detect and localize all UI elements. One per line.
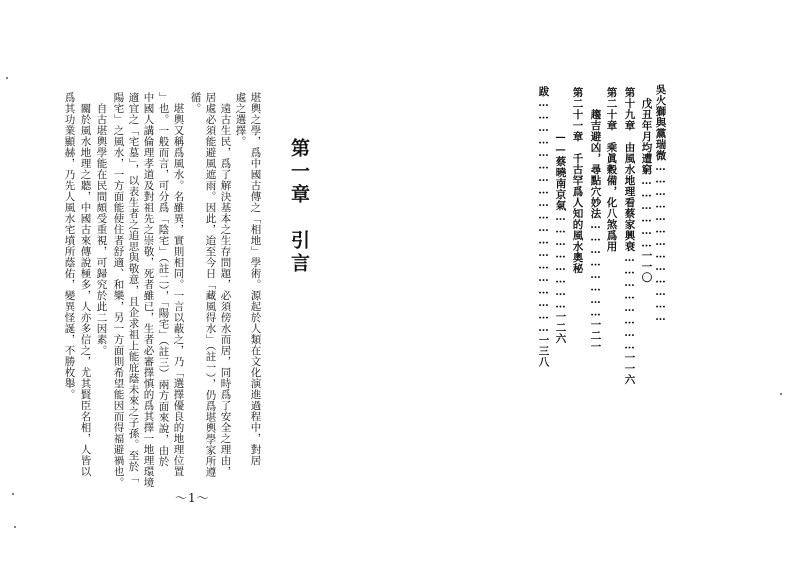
text-line: 堪輿之學，爲中國古傳之「相地」學術。源起於人類在文化演進過程中，對居	[249, 92, 262, 466]
toc-entry	[555, 87, 566, 344]
toc-page-number: 一三八	[537, 334, 550, 368]
toc-entry	[572, 87, 583, 274]
toc-title: 戊丑年月均遭窮…………	[640, 98, 653, 225]
toc-title: 吳火獅與黨瑞微	[654, 84, 667, 161]
toc-entry	[655, 84, 666, 324]
toc-dots: ……	[640, 225, 653, 250]
text-line: 爲其功業顯赫，乃先人風水宅墳所蔭佑，變異怪誕，不勝枚舉。	[63, 92, 76, 400]
toc-entry	[624, 87, 635, 385]
toc-page-number: 一二一	[589, 319, 602, 352]
text-line: 堪輿又稱爲風水。名雖異，實則相同。一言以蔽之，乃「選擇優良的地理位置	[172, 92, 185, 477]
toc-page-number: 一二六	[554, 311, 567, 344]
toc-entry	[538, 86, 549, 368]
toc-title: 跋	[537, 86, 550, 97]
text-line: 處之選擇。	[234, 92, 247, 147]
toc-dots: ……………………	[554, 211, 567, 311]
text-line: 陽宅」之風水，一方面能使住者舒適、和樂，另一方面則希望能因而得福避禍也。	[112, 92, 125, 488]
toc-dots: …………………………………	[654, 161, 667, 324]
text-line: 」也。一般而言，可分爲「陰宅」（註二），「陽宅」（註三）兩方面來說，由於	[157, 92, 170, 467]
toc-entry	[641, 98, 652, 283]
toc-title: 趨吉避凶，尋點穴妙法	[589, 87, 602, 219]
scan-speck	[780, 393, 782, 395]
chapter-title: 第一章 引言	[288, 138, 310, 276]
toc-title: 第二十章 乘眞穀備，化八煞爲用	[605, 87, 618, 252]
text-line: 中國人講倫理孝道及對祖先之崇敬，死者雖已，生者必審擇慎的爲其擇一地理環境	[142, 92, 155, 488]
text-line: 關於風水地理之聽，中國古來傳說極多，人亦多信之，尤其賢臣名相，人皆以	[79, 92, 92, 477]
toc-dots: ……………………	[589, 219, 602, 319]
text-line: 自古堪輿學能在民間頗受重視，可歸究於此二因素。	[95, 92, 108, 356]
scan-speck	[14, 526, 16, 528]
toc-title: 第十九章 由風水地理看蔡家興衰	[623, 87, 636, 252]
toc-title: ——蔡曉南京氣	[554, 87, 567, 211]
text-line: 適宜之「宅墓」，以表生者之追思與敬意，且企求祖上能庇蔭未來之子孫。至於「	[127, 92, 140, 483]
toc-entry	[590, 87, 601, 352]
toc-dots: ……………………	[623, 252, 636, 352]
text-line: 居處必須能避風遮雨。因此，迨至今日「藏風得水」（註一），仍爲堪輿學家所遵	[204, 92, 217, 478]
text-line: 循。	[189, 92, 202, 114]
toc-page-number: 一一六	[623, 352, 636, 385]
text-line: 遠古生民，爲了解決基本之生存問題，必須傍水而居，同時爲了安全之理由，	[219, 92, 232, 477]
toc-dots: …………………………………………………	[537, 97, 550, 335]
toc-entry	[606, 87, 617, 252]
page-number: ～1～	[175, 491, 210, 505]
scan-speck	[12, 493, 14, 495]
scan-speck	[6, 77, 8, 79]
toc-page-number: 一一〇	[640, 250, 653, 283]
toc-title: 第二十一章 千古罕爲人知的風水奧秘	[571, 87, 584, 274]
